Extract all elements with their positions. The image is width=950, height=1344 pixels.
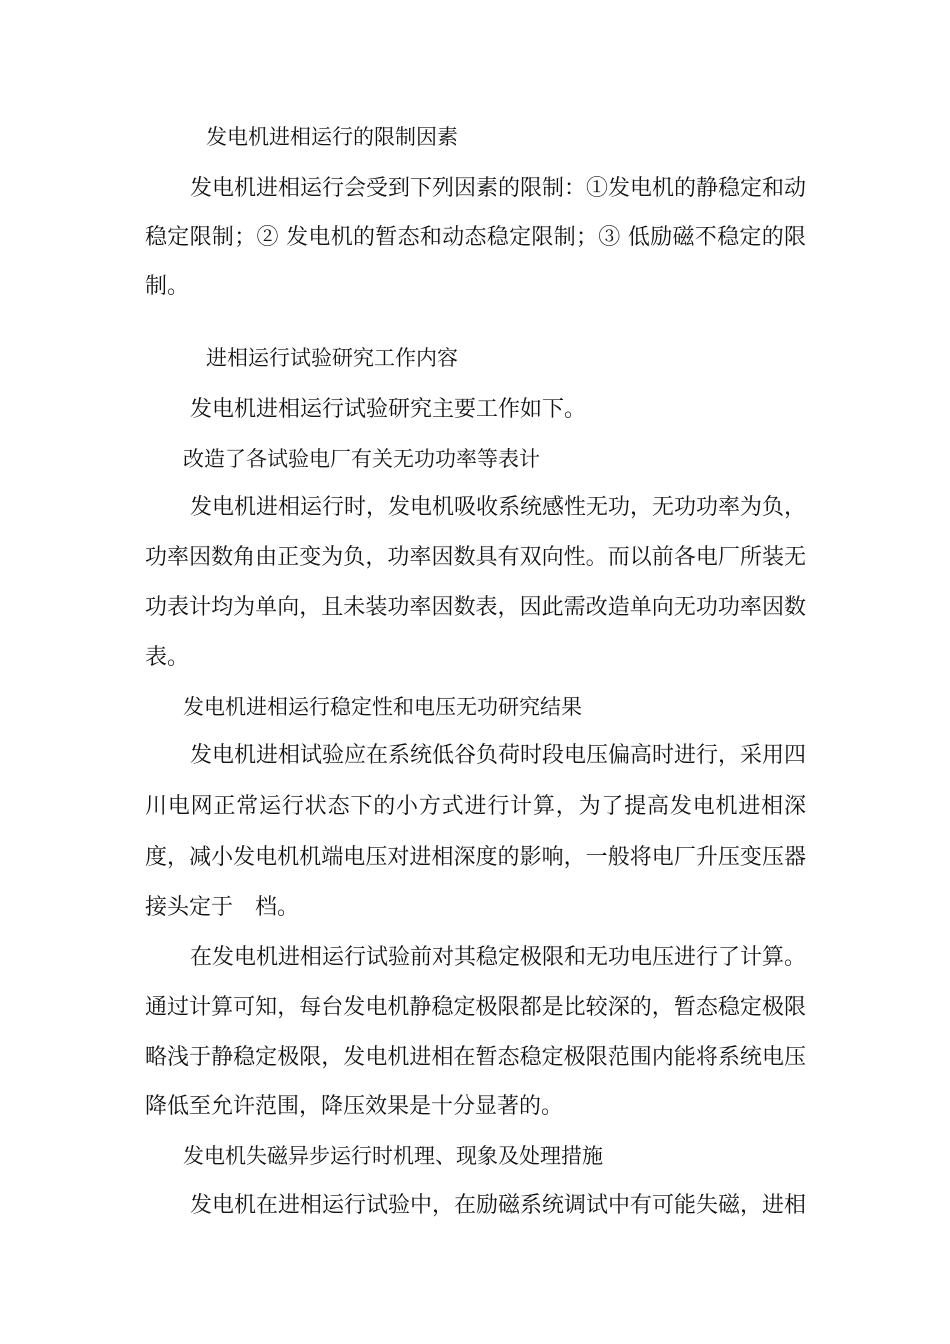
paragraph-line: 发电机进相运行试验研究主要工作如下。 (190, 397, 587, 422)
paragraph-line: 稳定限制；② 发电机的暂态和动态稳定限制；③ 低励磁不稳定的限 (145, 225, 806, 250)
paragraph-line: 接头定于 档。 (145, 895, 300, 920)
section-heading-stability-results: 发电机进相运行稳定性和电压无功研究结果 (183, 695, 582, 719)
paragraph-line: 川电网正常运行状态下的小方式进行计算，为了提高发电机进相深 (145, 794, 806, 819)
paragraph-line: 降低至允许范围，降压效果是十分显著的。 (145, 1094, 564, 1119)
paragraph-line: 在发电机进相运行试验前对其稳定极限和无功电压进行了计算。 (190, 945, 807, 970)
section-heading-limiting-factors: 发电机进相运行的限制因素 (206, 125, 458, 149)
paragraph-line: 通过计算可知，每台发电机静稳定极限都是比较深的，暂态稳定极限 (145, 995, 806, 1020)
section-heading-research-content: 进相运行试验研究工作内容 (206, 346, 458, 370)
paragraph-line: 略浅于静稳定极限，发电机进相在暂态稳定极限范围内能将系统电压 (145, 1045, 806, 1070)
paragraph-line: 功率因数角由正变为负，功率因数具有双向性。而以前各电厂所装无 (145, 545, 806, 570)
paragraph-line: 制。 (145, 274, 190, 299)
paragraph-line: 发电机进相运行会受到下列因素的限制：①发电机的静稳定和动 (190, 176, 807, 201)
paragraph-line: 表。 (145, 645, 190, 670)
section-heading-loss-of-excitation: 发电机失磁异步运行时机理、现象及处理措施 (183, 1144, 603, 1168)
paragraph-line: 发电机进相试验应在系统低谷负荷时段电压偏高时进行，采用四 (190, 743, 807, 768)
paragraph-line: 功表计均为单向，且未装功率因数表，因此需改造单向无功功率因数 (145, 595, 806, 620)
paragraph-line: 度，减小发电机机端电压对进相深度的影响，一般将电厂升压变压器 (145, 845, 806, 870)
paragraph-line: 发电机在进相运行试验中，在励磁系统调试中有可能失磁，进相 (190, 1193, 807, 1218)
section-heading-meter-retrofit: 改造了各试验电厂有关无功功率等表计 (183, 447, 540, 471)
paragraph-line: 发电机进相运行时，发电机吸收系统感性无功，无功功率为负， (190, 495, 807, 520)
